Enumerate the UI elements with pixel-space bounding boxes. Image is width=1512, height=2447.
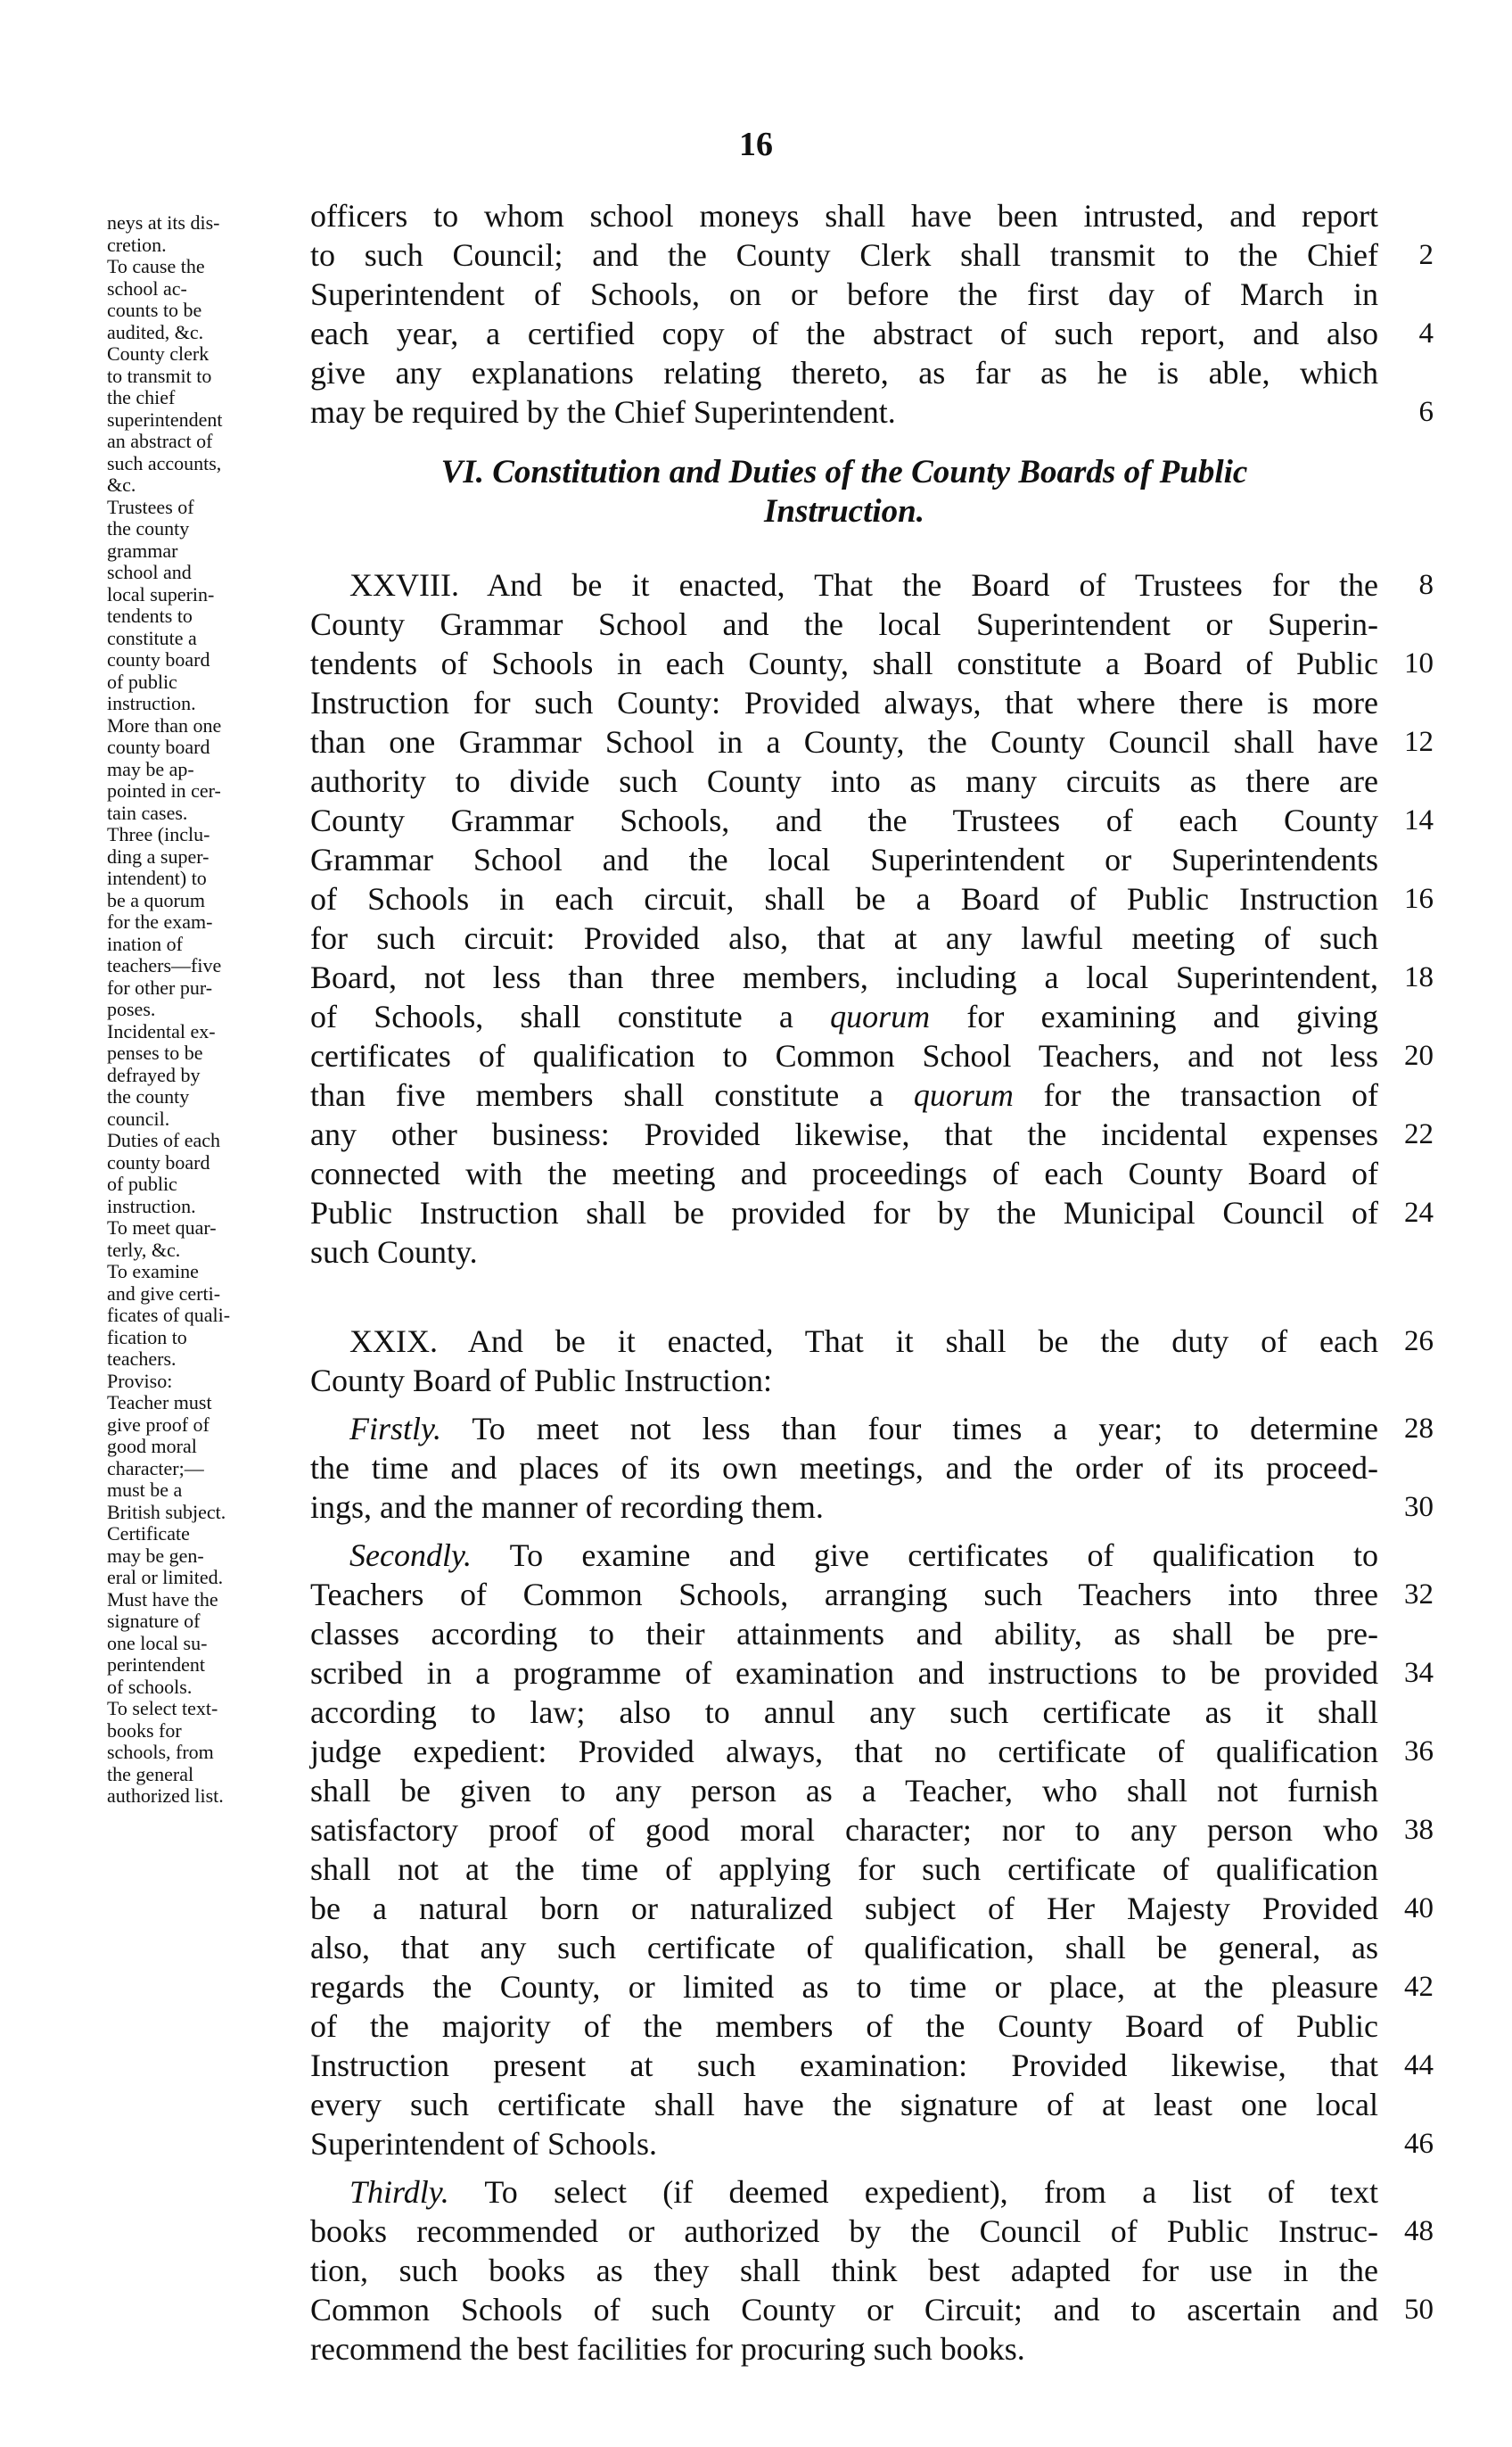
text-line: Instruction for such County: Provided always, that where there is more [310,685,1378,721]
text-line: satisfactory proof of good moral character; nor to any person who [310,1812,1378,1848]
line-number: 12 [1404,726,1434,758]
line-number: 4 [1418,317,1434,350]
text-line: also, that any such certificate of qualification, shall be general, as [310,1930,1378,1965]
line-number: 8 [1418,569,1434,601]
text-line: every such certificate shall have the signature of at least one local [310,2087,1378,2122]
text-line: of Schools, shall constitute a quorum for examining and giving [310,999,1378,1034]
text-line: than one Grammar School in a County, the County Council shall have [310,724,1378,760]
line-number: 20 [1404,1040,1434,1072]
line-number: 2 [1418,239,1434,271]
sidenote: neys at its dis- cretion. [107,211,220,256]
line-number: 34 [1404,1657,1434,1689]
line-number: 10 [1404,647,1434,680]
sidenote: Duties of each county board of public instruction. [107,1129,221,1217]
text-line: Firstly. To meet not less than four times a year; to determine [349,1411,1378,1446]
text-line: scribed in a programme of examination and instructions to be provided [310,1655,1378,1691]
line-number: 28 [1404,1413,1434,1445]
line-number: 36 [1404,1735,1434,1767]
sidenote: Proviso: Teacher must give proof of good moral character;— must be a British subject. [107,1369,226,1523]
text-line: shall not at the time of applying for such certificate of qualification [310,1851,1378,1887]
text-line: of Schools in each circuit, shall be a Board of Public Instruction [310,881,1378,917]
line-number: 48 [1404,2215,1434,2247]
text-line: such County. [310,1234,478,1270]
sidenote: To meet quar- terly, &c. [107,1216,217,1261]
text-line: of the majority of the members of the County Board of Public [310,2008,1378,2044]
text-line: County Grammar Schools, and the Trustees of each County [310,803,1378,838]
text-line: than five members shall constitute a quorum for the transaction of [310,1077,1379,1113]
text-line: give any explanations relating thereto, as far as he is able, which [310,355,1378,391]
text-line: for such circuit: Provided also, that at any lawful meeting of such [310,920,1378,956]
text-line: certificates of qualification to Common School Teachers, and not less [310,1038,1378,1074]
sidenote: To cause the school ac- counts to be audited, &c. [107,255,205,343]
text-line: County Board of Public Instruction: [310,1363,772,1398]
sidenote: County clerk to transmit to the chief superintendent an abstract of such accounts, &c. [107,342,223,496]
line-number: 40 [1404,1892,1434,1924]
text-line: may be required by the Chief Superintendent. [310,394,896,430]
margin-notes [107,212,299,1808]
line-number: 18 [1404,961,1434,993]
text-line: Thirdly. To select (if deemed expedient), from a list of text [349,2174,1378,2210]
text-line: ings, and the manner of recording them. [310,1489,824,1525]
line-number: 30 [1404,1491,1434,1523]
text-line: tendents of Schools in each County, shall constitute a Board of Public [310,646,1378,681]
sidenote: Trustees of the county grammar school and local superin- tendents to constitute a county board of public instruction. [107,495,215,714]
text-line: be a natural born or naturalized subject of Her Majesty Provided [310,1891,1378,1926]
text-line: Superintendent of Schools. [310,2126,657,2162]
text-line: Teachers of Common Schools, arranging such Teachers into three [310,1577,1378,1612]
sidenote: To select text- books for schools, from the general authorized list. [107,1697,224,1807]
line-number: 14 [1404,804,1434,836]
text-line: books recommended or authorized by the Council of Public Instruc- [310,2213,1378,2249]
line-number: 6 [1418,396,1434,428]
clause-label: Thirdly. [349,2174,449,2210]
text-line: the time and places of its own meetings, and the order of its proceed- [310,1450,1378,1486]
text-line: authority to divide such County into as many circuits as there are [310,763,1378,799]
line-number: 26 [1404,1325,1434,1357]
text-line: Grammar School and the local Superintendent or Superintendents [310,842,1378,877]
line-number: 24 [1404,1197,1434,1229]
text-line: recommend the best facilities for procuring such books. [310,2331,1025,2367]
sidenote: Three (inclu- ding a super- intendent) to be a quorum for the exam- ination of teachers—five for other pur- poses. [107,823,222,1020]
text-line: classes according to their attainments and ability, as shall be pre- [310,1616,1378,1652]
text-line: Instruction present at such examination: Provided likewise, that [310,2047,1378,2083]
line-number: 46 [1404,2128,1434,2160]
line-number: 42 [1404,1971,1434,2003]
section-heading: VI. Constitution and Duties of the County Boards of Public [440,454,1248,490]
line-number: 38 [1404,1814,1434,1846]
clause-label: Secondly. [349,1537,472,1573]
line-number: 50 [1404,2294,1434,2326]
text-line: judge expedient: Provided always, that no certificate of qualification [310,1734,1378,1769]
text-line: Board, not less than three members, including a local Superintendent, [310,960,1378,995]
text-line: each year, a certified copy of the abstract of such report, and also [310,316,1378,351]
text-line: to such Council; and the County Clerk shall transmit to the Chief [310,237,1378,273]
text-line: connected with the meeting and proceedings of each County Board of [310,1156,1378,1191]
line-number: 44 [1404,2049,1434,2081]
text-line: County Grammar School and the local Superintendent or Superin- [310,606,1378,642]
text-line: Secondly. To examine and give certificates of qualification to [349,1537,1378,1573]
page-number: 16 [739,126,773,163]
section-number: XXIX. [349,1323,438,1359]
text-line: any other business: Provided likewise, that the incidental expenses [310,1116,1378,1152]
text-line: XXIX. And be it enacted, That it shall be the duty of each [349,1323,1378,1359]
sidenote: Incidental ex- penses to be defrayed by the county council. [107,1019,216,1130]
text-line: Superintendent of Schools, on or before the first day of March in [310,276,1378,312]
line-number: 16 [1404,883,1434,915]
line-number: 32 [1404,1578,1434,1611]
text-line: tion, such books as they shall think best adapted for use in the [310,2253,1378,2288]
text-line: according to law; also to annul any such certificate as it shall [310,1694,1378,1730]
text-line: shall be given to any person as a Teacher, who shall not furnish [310,1773,1378,1808]
section-heading: Instruction. [764,493,924,530]
sidenote: Certificate may be gen- eral or limited. [107,1522,224,1588]
text-line: officers to whom school moneys shall have been intrusted, and report [310,198,1378,234]
sidenote: Must have the signature of one local su- perintendent of schools. [107,1587,218,1698]
line-number: 22 [1404,1118,1434,1150]
body-text [310,196,1434,2369]
sidenote: To examine and give certi- ficates of quali- fication to teachers. [107,1260,231,1370]
text-line: Public Instruction shall be provided for by the Municipal Council of [310,1195,1378,1231]
text-line: regards the County, or limited as to time or place, at the pleasure [310,1969,1378,2005]
section-number: XXVIII. [349,567,459,603]
sidenote: More than one county board may be ap- pointed in cer- tain cases. [107,713,222,824]
text-line: XXVIII. And be it enacted, That the Board of Trustees for the [349,567,1378,603]
clause-label: Firstly. [349,1411,442,1446]
text-line: Common Schools of such County or Circuit; and to ascertain and [310,2292,1378,2328]
